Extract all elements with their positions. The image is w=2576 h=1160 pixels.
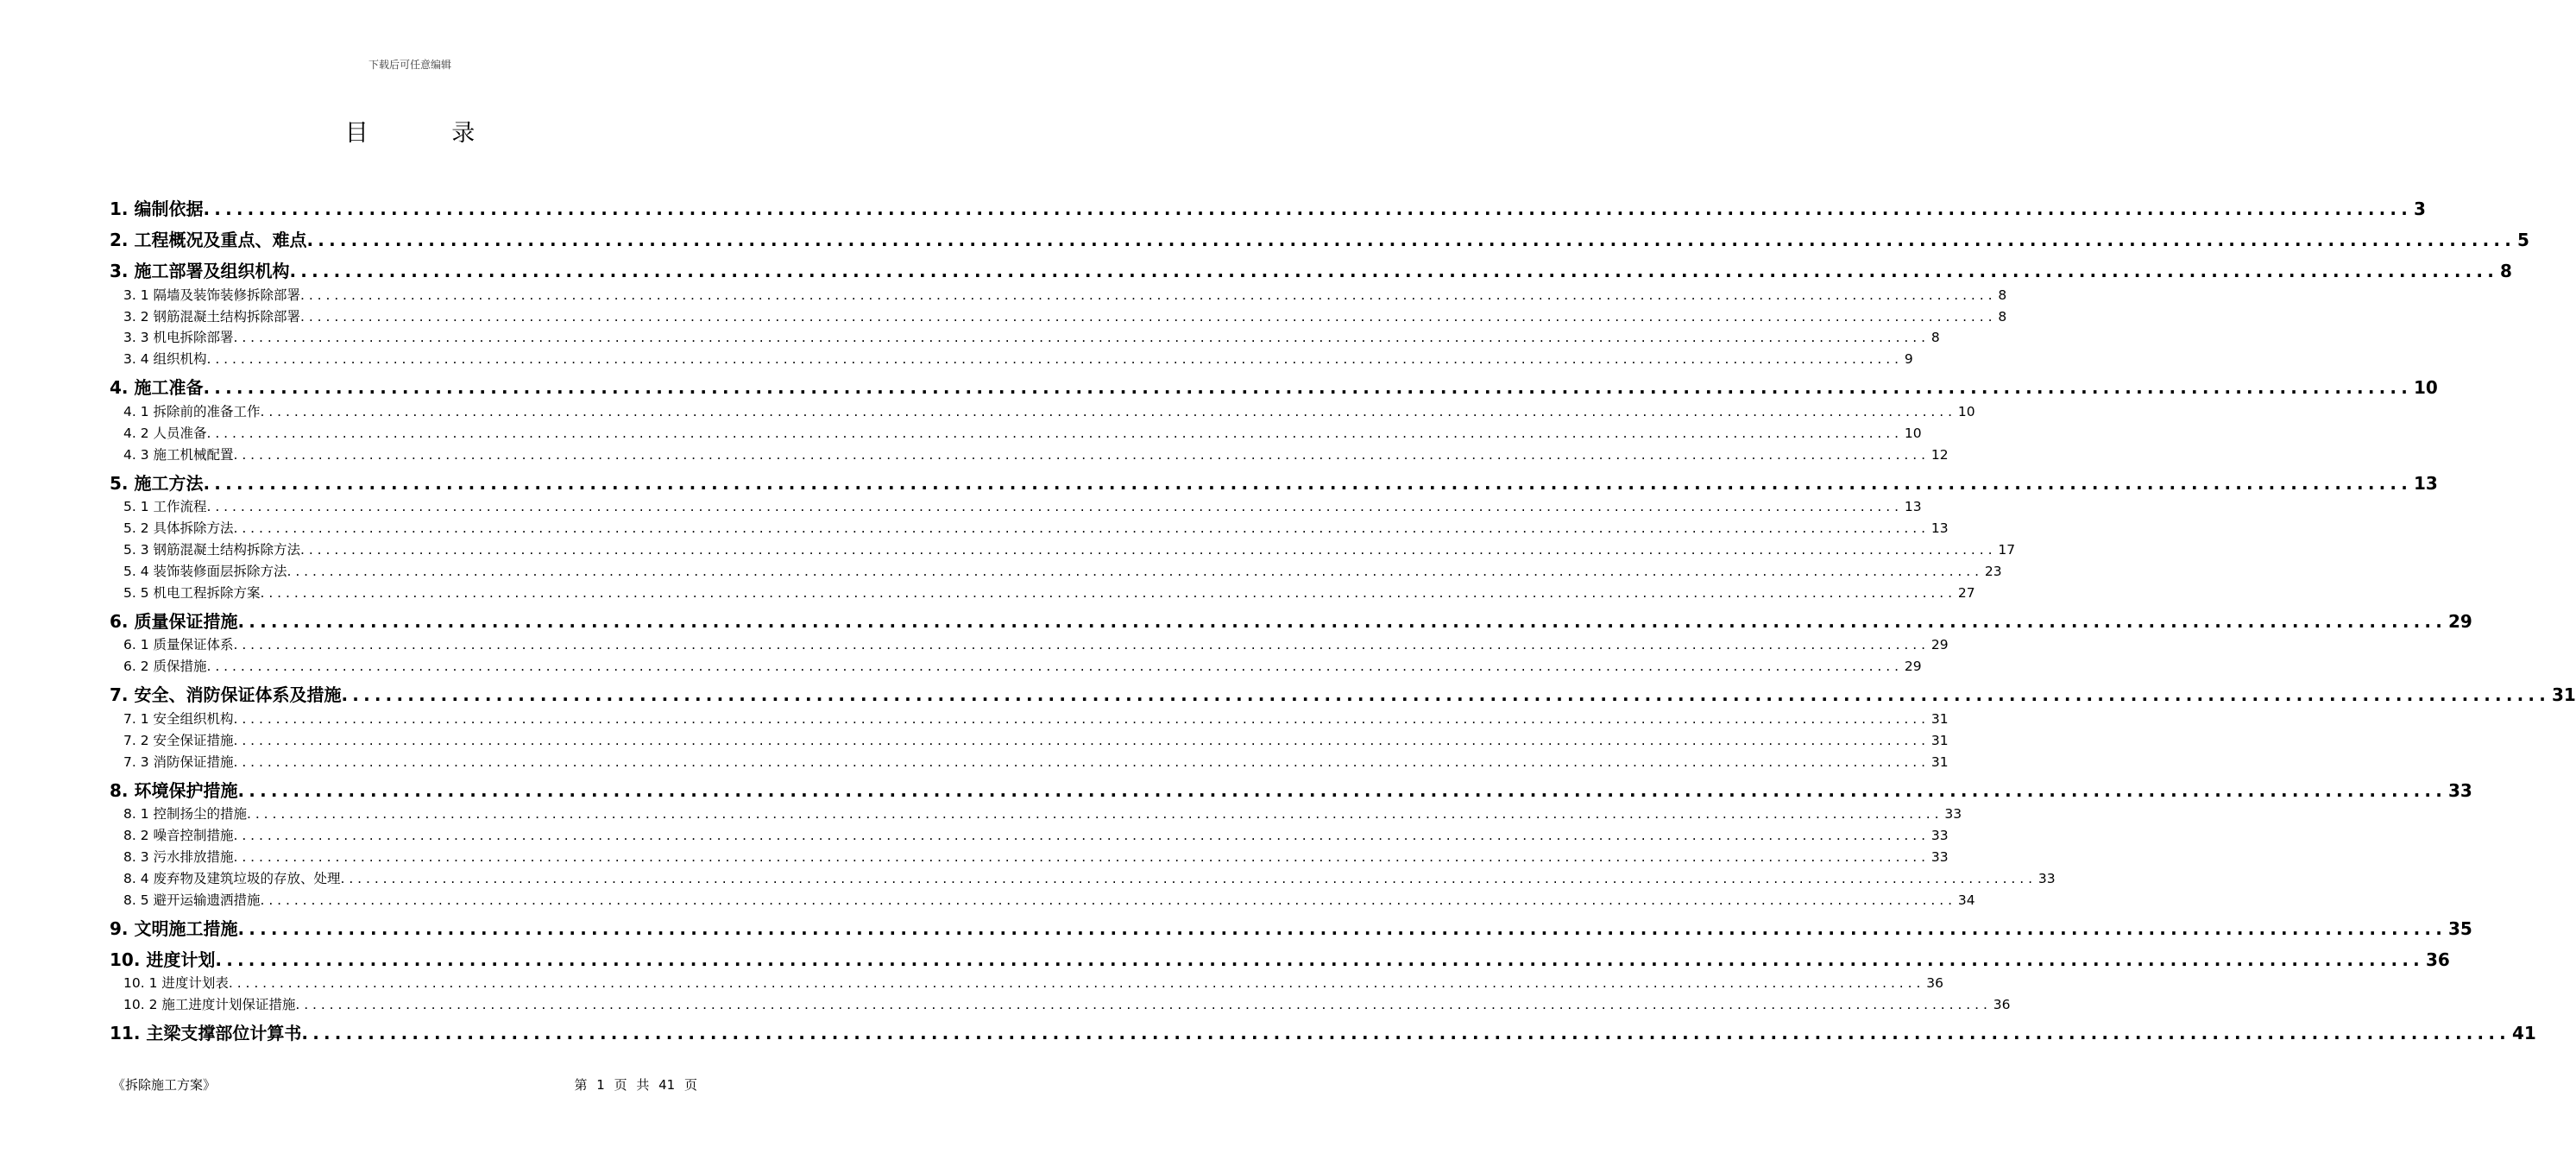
toc-dot-leader: ........................................................................................................................................................................................................ <box>203 377 2413 399</box>
toc-chapter-entry[interactable] <box>110 191 2426 222</box>
toc-entry-label: 5. 4 装饰装修面层拆除方法 <box>123 563 287 579</box>
toc-entry-page-number: 36 <box>1926 975 1944 992</box>
toc-dot-leader: ........................................................................................................................................................................................................ <box>260 403 1956 419</box>
toc-chapter-entry[interactable] <box>110 253 2512 284</box>
toc-entry-label: 5. 5 机电工程拆除方案 <box>123 584 261 601</box>
toc-dot-leader: ........................................................................................................................................................................................................ <box>203 199 2413 219</box>
toc-section-entry[interactable] <box>110 889 1975 911</box>
toc-chapter-entry[interactable] <box>110 465 2438 496</box>
toc-entry-label: 5. 施工方法 <box>110 472 204 494</box>
toc-entry-label: 4. 2 人员准备 <box>123 425 207 441</box>
toc-dot-leader: ........................................................................................................................................................................................................ <box>260 584 1956 601</box>
toc-entry-page-number: 29 <box>2448 610 2472 632</box>
toc-entry-label: 10. 1 进度计划表 <box>123 975 229 992</box>
toc-section-entry[interactable] <box>110 993 2011 1015</box>
toc-dot-leader: ........................................................................................................................................................................................................ <box>206 351 1903 368</box>
toc-section-entry[interactable] <box>110 751 1949 772</box>
toc-chapter-entry[interactable] <box>110 677 2576 708</box>
footer-page-info: 第 1 页 共 41 页 <box>574 1077 697 1093</box>
toc-section-entry[interactable] <box>110 729 1949 751</box>
header-note: 下载后可任意编辑 <box>368 59 451 71</box>
toc-entry-label: 5. 3 钢筋混凝土结构拆除方法 <box>123 541 301 558</box>
toc-dot-leader: ........................................................................................................................................................................................................ <box>233 637 1930 653</box>
toc-entry-label: 6. 1 质量保证体系 <box>123 637 234 653</box>
toc-entry-label: 7. 2 安全保证措施 <box>123 732 234 748</box>
toc-entry-label: 3. 4 组织机构 <box>123 351 207 368</box>
toc-dot-leader: ........................................................................................................................................................................................................ <box>300 541 1997 558</box>
toc-entry-page-number: 8 <box>1998 287 2007 303</box>
toc-entry-label: 8. 1 控制扬尘的措施 <box>123 806 248 823</box>
toc-entry-label: 6. 2 质保措施 <box>123 659 207 675</box>
toc-entry-page-number: 33 <box>1930 848 1949 865</box>
toc-entry-label: 4. 施工准备 <box>110 377 204 399</box>
toc-entry-page-number: 29 <box>1930 637 1949 653</box>
toc-dot-leader: ........................................................................................................................................................................................................ <box>233 710 1930 727</box>
page-title: 目 录 <box>344 120 513 147</box>
toc-section-entry[interactable] <box>110 846 1949 867</box>
toc-section-entry[interactable] <box>110 496 1922 518</box>
toc-entry-page-number: 33 <box>2448 779 2472 801</box>
toc-dot-leader: ........................................................................................................................................................................................................ <box>203 472 2413 494</box>
toc-entry-page-number: 33 <box>1944 806 1962 823</box>
toc-entry-label: 9. 文明施工措施 <box>110 917 238 939</box>
toc-entry-label: 4. 1 拆除前的准备工作 <box>123 403 261 419</box>
toc-entry-page-number: 8 <box>2500 261 2512 281</box>
toc-entry-page-number: 33 <box>2037 870 2056 886</box>
toc-entry-page-number: 17 <box>1998 541 2016 558</box>
toc-chapter-entry[interactable] <box>110 942 2450 973</box>
toc-dot-leader: ........................................................................................................................................................................................................ <box>206 659 1903 675</box>
toc-chapter-entry[interactable] <box>110 911 2472 942</box>
toc-entry-page-number: 13 <box>1930 520 1949 537</box>
toc-section-entry[interactable] <box>110 708 1949 729</box>
toc-dot-leader: ........................................................................................................................................................................................................ <box>233 828 1930 844</box>
toc-section-entry[interactable] <box>110 327 1940 349</box>
toc-entry-page-number: 23 <box>1984 563 2002 579</box>
toc-entry-label: 8. 5 避开运输遗洒措施 <box>123 892 261 908</box>
toc-dot-leader: ........................................................................................................................................................................................................ <box>287 563 1983 579</box>
toc-dot-leader: ........................................................................................................................................................................................................ <box>237 610 2447 632</box>
toc-dot-leader: ........................................................................................................................................................................................................ <box>300 287 1997 303</box>
toc-chapter-entry[interactable] <box>110 369 2438 400</box>
toc-dot-leader: ........................................................................................................................................................................................................ <box>215 949 2424 970</box>
toc-dot-leader: ........................................................................................................................................................................................................ <box>247 806 1943 823</box>
toc-entry-page-number: 29 <box>1904 659 1922 675</box>
toc-entry-label: 3. 1 隔墙及装饰装修拆除部署 <box>123 287 301 303</box>
toc-chapter-entry[interactable] <box>110 772 2472 804</box>
toc-entry-page-number: 10 <box>1957 403 1975 419</box>
toc-dot-leader: ........................................................................................................................................................................................................ <box>300 308 1997 325</box>
toc-section-entry[interactable] <box>110 560 2002 582</box>
toc-entry-page-number: 13 <box>2414 472 2438 494</box>
toc-entry-page-number: 12 <box>1930 446 1949 463</box>
toc-entry-page-number: 36 <box>2425 949 2450 970</box>
toc-dot-leader: ........................................................................................................................................................................................................ <box>260 892 1956 908</box>
toc-section-entry[interactable] <box>110 582 1975 603</box>
toc-section-entry[interactable] <box>110 444 1949 465</box>
toc-entry-page-number: 31 <box>1930 710 1949 727</box>
toc-entry-label: 6. 质量保证措施 <box>110 610 238 632</box>
toc-entry-page-number: 36 <box>1993 997 2011 1013</box>
toc-dot-leader: ........................................................................................................................................................................................................ <box>295 997 1992 1013</box>
toc-dot-leader: ........................................................................................................................................................................................................ <box>233 848 1930 865</box>
toc-entry-label: 3. 2 钢筋混凝土结构拆除部署 <box>123 308 301 325</box>
table-of-contents <box>110 191 2576 1046</box>
toc-dot-leader: ........................................................................................................................................................................................................ <box>301 1023 2510 1044</box>
toc-dot-leader: ........................................................................................................................................................................................................ <box>237 779 2447 801</box>
toc-section-entry[interactable] <box>110 400 1975 422</box>
toc-entry-label: 8. 环境保护措施 <box>110 779 238 801</box>
footer-document-name: 《拆除施工方案》 <box>112 1077 217 1093</box>
toc-section-entry[interactable] <box>110 284 2007 306</box>
toc-entry-label: 11. 主梁支撑部位计算书 <box>110 1023 302 1044</box>
toc-entry-label: 3. 施工部署及组织机构 <box>110 261 290 281</box>
toc-entry-page-number: 5 <box>2517 230 2529 250</box>
toc-entry-label: 8. 3 污水排放措施 <box>123 848 234 865</box>
toc-entry-label: 1. 编制依据 <box>110 199 204 219</box>
toc-section-entry[interactable] <box>110 539 2016 560</box>
toc-entry-page-number: 35 <box>2448 917 2472 939</box>
toc-entry-page-number: 8 <box>1930 330 1940 346</box>
toc-entry-page-number: 10 <box>1904 425 1922 441</box>
toc-entry-label: 8. 2 噪音控制措施 <box>123 828 234 844</box>
toc-entry-label: 4. 3 施工机械配置 <box>123 446 234 463</box>
toc-entry-label: 5. 2 具体拆除方法 <box>123 520 234 537</box>
toc-entry-page-number: 27 <box>1957 584 1975 601</box>
toc-entry-label: 7. 3 消防保证措施 <box>123 753 234 770</box>
toc-section-entry[interactable] <box>110 655 1922 677</box>
toc-entry-page-number: 41 <box>2511 1023 2536 1044</box>
toc-dot-leader: ........................................................................................................................................................................................................ <box>340 870 2037 886</box>
toc-dot-leader: ........................................................................................................................................................................................................ <box>233 732 1930 748</box>
toc-chapter-entry[interactable] <box>110 222 2529 253</box>
toc-section-entry[interactable] <box>110 634 1949 656</box>
toc-entry-page-number: 31 <box>1930 732 1949 748</box>
toc-dot-leader: ........................................................................................................................................................................................................ <box>233 520 1930 537</box>
toc-dot-leader: ........................................................................................................................................................................................................ <box>289 261 2499 281</box>
toc-entry-page-number: 34 <box>1957 892 1975 908</box>
toc-entry-label: 7. 1 安全组织机构 <box>123 710 234 727</box>
toc-entry-label: 2. 工程概况及重点、难点 <box>110 230 307 250</box>
toc-section-entry[interactable] <box>110 306 2007 327</box>
toc-dot-leader: ........................................................................................................................................................................................................ <box>206 425 1903 441</box>
toc-section-entry[interactable] <box>110 824 1949 846</box>
toc-entry-label: 7. 安全、消防保证体系及措施 <box>110 684 342 706</box>
toc-section-entry[interactable] <box>110 517 1949 539</box>
toc-entry-label: 10. 进度计划 <box>110 949 216 970</box>
toc-entry-label: 8. 4 废弃物及建筑垃圾的存放、处理 <box>123 870 341 886</box>
toc-section-entry[interactable] <box>110 804 1962 825</box>
toc-dot-leader: ........................................................................................................................................................................................................ <box>341 684 2551 706</box>
toc-chapter-entry[interactable] <box>110 603 2472 634</box>
toc-chapter-entry[interactable] <box>110 1015 2536 1046</box>
toc-dot-leader: ........................................................................................................................................................................................................ <box>237 917 2447 939</box>
toc-entry-page-number: 13 <box>1904 499 1922 515</box>
toc-entry-page-number: 3 <box>2414 199 2426 219</box>
toc-section-entry[interactable] <box>110 348 1913 369</box>
toc-entry-page-number: 31 <box>2552 684 2576 706</box>
toc-dot-leader: ........................................................................................................................................................................................................ <box>233 330 1930 346</box>
toc-section-entry[interactable] <box>110 867 2056 889</box>
toc-entry-label: 5. 1 工作流程 <box>123 499 207 515</box>
toc-dot-leader: ........................................................................................................................................................................................................ <box>233 753 1930 770</box>
toc-entry-label: 10. 2 施工进度计划保证措施 <box>123 997 296 1013</box>
toc-entry-page-number: 31 <box>1930 753 1949 770</box>
toc-dot-leader: ........................................................................................................................................................................................................ <box>206 499 1903 515</box>
toc-dot-leader: ........................................................................................................................................................................................................ <box>228 975 1925 992</box>
toc-entry-page-number: 33 <box>1930 828 1949 844</box>
toc-section-entry[interactable] <box>110 422 1922 444</box>
toc-dot-leader: ........................................................................................................................................................................................................ <box>306 230 2516 250</box>
toc-entry-page-number: 10 <box>2414 377 2438 399</box>
toc-section-entry[interactable] <box>110 973 1944 994</box>
toc-entry-page-number: 8 <box>1998 308 2007 325</box>
toc-entry-page-number: 9 <box>1904 351 1913 368</box>
toc-entry-label: 3. 3 机电拆除部署 <box>123 330 234 346</box>
toc-dot-leader: ........................................................................................................................................................................................................ <box>233 446 1930 463</box>
